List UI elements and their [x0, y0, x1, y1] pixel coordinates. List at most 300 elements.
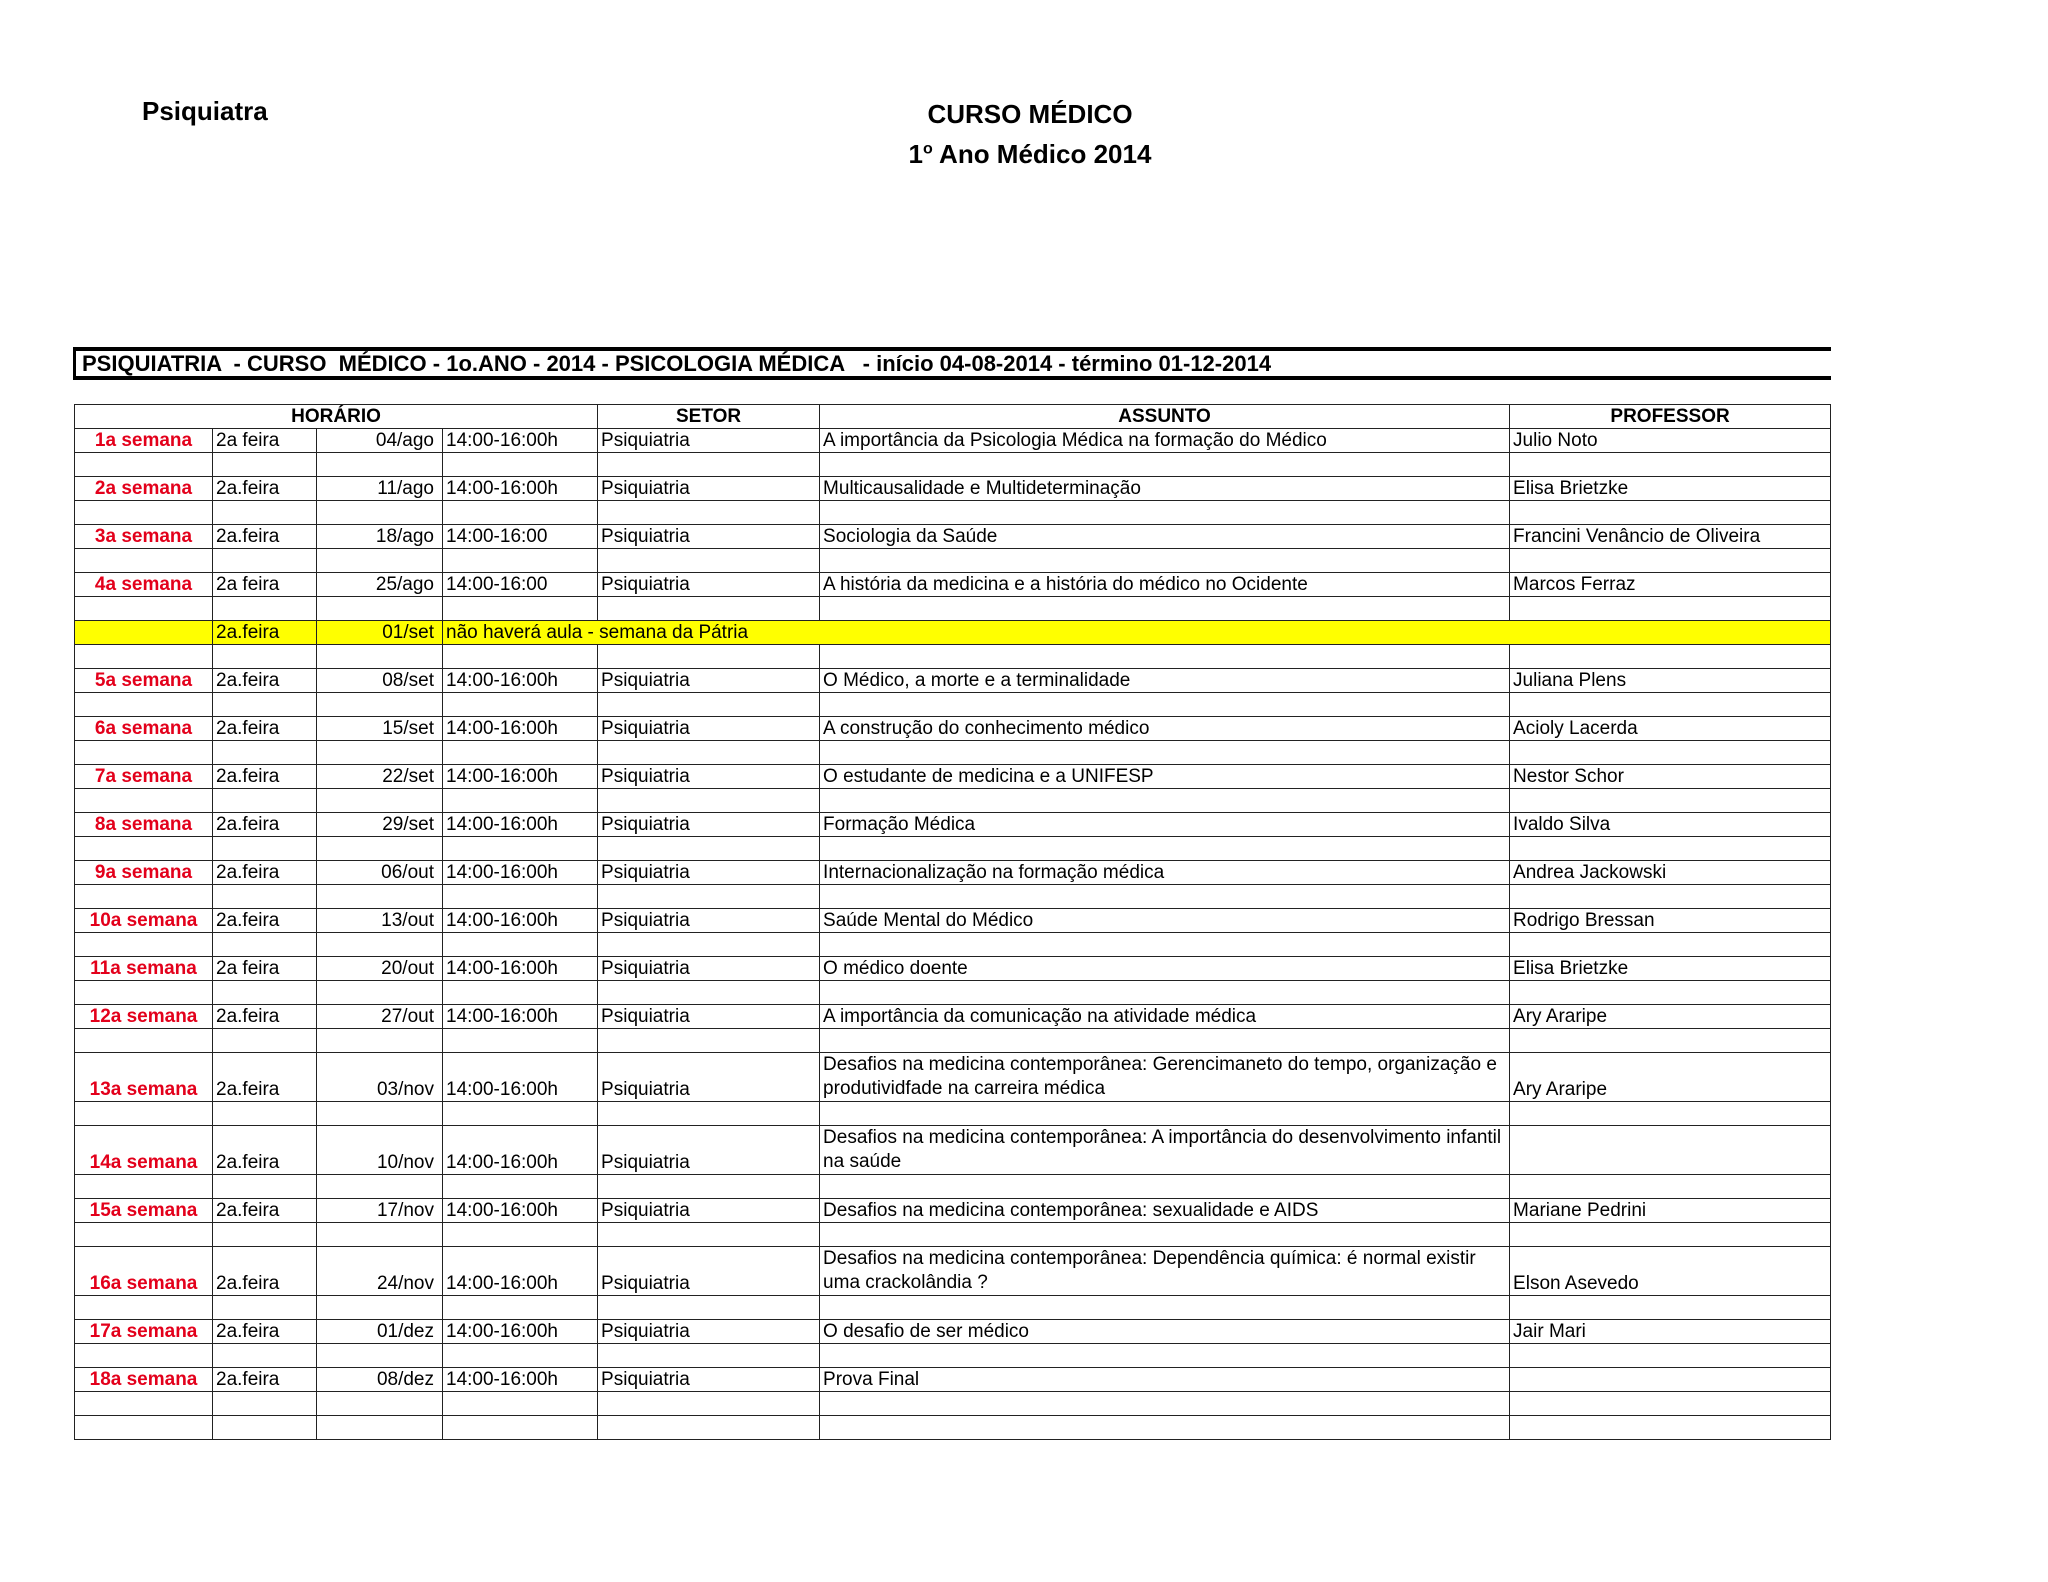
week-cell: 13a semana	[75, 1053, 213, 1102]
empty-cell	[213, 1029, 317, 1053]
table-row	[75, 1247, 1831, 1296]
date-cell: 01/set	[317, 621, 443, 645]
time-cell: 14:00-16:00h	[443, 717, 598, 741]
empty-cell	[75, 837, 213, 861]
empty-cell	[317, 1344, 443, 1368]
empty-cell	[820, 933, 1510, 957]
empty-cell	[1510, 1175, 1831, 1199]
empty-cell	[75, 789, 213, 813]
week-cell: 8a semana	[75, 813, 213, 837]
spacer-row	[75, 885, 1831, 909]
empty-cell	[820, 885, 1510, 909]
schedule-table	[74, 404, 1831, 1440]
empty-cell	[1510, 1416, 1831, 1440]
header-row	[75, 405, 1831, 429]
empty-cell	[213, 885, 317, 909]
time-cell: 14:00-16:00h	[443, 1005, 598, 1029]
empty-cell	[317, 549, 443, 573]
time-cell: 14:00-16:00h	[443, 909, 598, 933]
empty-cell	[598, 1102, 820, 1126]
empty-cell	[1510, 549, 1831, 573]
date-cell: 22/set	[317, 765, 443, 789]
assunto-cell: Desafios na medicina contemporânea: A importância do desenvolvimento infantil na saúde	[820, 1126, 1510, 1175]
empty-cell	[443, 933, 598, 957]
spacer-row	[75, 1344, 1831, 1368]
empty-cell	[213, 1296, 317, 1320]
week-cell: 14a semana	[75, 1126, 213, 1175]
setor-cell: Psiquiatria	[598, 1005, 820, 1029]
empty-cell	[1510, 453, 1831, 477]
assunto-cell: O estudante de medicina e a UNIFESP	[820, 765, 1510, 789]
week-cell: 4a semana	[75, 573, 213, 597]
date-cell: 10/nov	[317, 1126, 443, 1175]
empty-cell	[213, 1175, 317, 1199]
professor-cell	[1510, 1126, 1831, 1175]
header-professor: PROFESSOR	[1510, 405, 1831, 429]
table-row	[75, 909, 1831, 933]
empty-cell	[443, 1223, 598, 1247]
empty-cell	[1510, 1029, 1831, 1053]
professor-cell: Elisa Brietzke	[1510, 477, 1831, 501]
time-cell: 14:00-16:00h	[443, 1053, 598, 1102]
table-row	[75, 573, 1831, 597]
week-cell: 7a semana	[75, 765, 213, 789]
empty-cell	[820, 1392, 1510, 1416]
professor-cell: Ary Araripe	[1510, 1053, 1831, 1102]
empty-cell	[820, 645, 1510, 669]
week-cell	[75, 621, 213, 645]
empty-cell	[75, 933, 213, 957]
empty-cell	[317, 885, 443, 909]
empty-cell	[820, 1175, 1510, 1199]
assunto-cell: Prova Final	[820, 1368, 1510, 1392]
assunto-cell: Desafios na medicina contemporânea: Dependência química: é normal existir uma crackolândia ?	[820, 1247, 1510, 1296]
empty-cell	[317, 453, 443, 477]
spacer-row	[75, 693, 1831, 717]
table-row	[75, 1005, 1831, 1029]
professor-cell: Elson Asevedo	[1510, 1247, 1831, 1296]
empty-cell	[598, 693, 820, 717]
assunto-cell: O Médico, a morte e a terminalidade	[820, 669, 1510, 693]
empty-cell	[213, 837, 317, 861]
empty-cell	[1510, 885, 1831, 909]
notice-cell: não haverá aula - semana da Pátria	[443, 621, 1831, 645]
empty-cell	[820, 1223, 1510, 1247]
empty-cell	[598, 1296, 820, 1320]
professor-cell: Francini Venâncio de Oliveira	[1510, 525, 1831, 549]
empty-cell	[598, 885, 820, 909]
day-cell: 2a feira	[213, 429, 317, 453]
setor-cell: Psiquiatria	[598, 957, 820, 981]
empty-cell	[1510, 789, 1831, 813]
empty-cell	[213, 645, 317, 669]
professor-cell: Acioly Lacerda	[1510, 717, 1831, 741]
assunto-cell: Desafios na medicina contemporânea: sexualidade e AIDS	[820, 1199, 1510, 1223]
day-cell: 2a.feira	[213, 813, 317, 837]
empty-cell	[75, 1296, 213, 1320]
empty-cell	[1510, 597, 1831, 621]
empty-cell	[213, 1344, 317, 1368]
empty-cell	[317, 981, 443, 1005]
date-cell: 17/nov	[317, 1199, 443, 1223]
header-setor: SETOR	[598, 405, 820, 429]
empty-cell	[75, 1102, 213, 1126]
setor-cell: Psiquiatria	[598, 1368, 820, 1392]
table-row	[75, 813, 1831, 837]
table-row	[75, 1126, 1831, 1175]
professor-cell: Andrea Jackowski	[1510, 861, 1831, 885]
empty-cell	[213, 453, 317, 477]
table-row	[75, 621, 1831, 645]
empty-cell	[213, 693, 317, 717]
assunto-cell: A importância da comunicação na atividade médica	[820, 1005, 1510, 1029]
header-horario: HORÁRIO	[75, 405, 598, 429]
empty-cell	[1510, 1344, 1831, 1368]
date-cell: 18/ago	[317, 525, 443, 549]
setor-cell: Psiquiatria	[598, 1247, 820, 1296]
spacer-row	[75, 1223, 1831, 1247]
empty-cell	[820, 741, 1510, 765]
empty-cell	[598, 1029, 820, 1053]
table-row	[75, 957, 1831, 981]
professor-cell: Juliana Plens	[1510, 669, 1831, 693]
empty-cell	[213, 1102, 317, 1126]
empty-cell	[443, 1344, 598, 1368]
week-cell: 2a semana	[75, 477, 213, 501]
week-cell: 3a semana	[75, 525, 213, 549]
subtitle-number: 1	[908, 139, 923, 169]
table-row	[75, 429, 1831, 453]
assunto-cell: A importância da Psicologia Médica na formação do Médico	[820, 429, 1510, 453]
setor-cell: Psiquiatria	[598, 1126, 820, 1175]
spacer-row	[75, 1392, 1831, 1416]
empty-cell	[213, 981, 317, 1005]
setor-cell: Psiquiatria	[598, 765, 820, 789]
empty-cell	[317, 789, 443, 813]
date-cell: 01/dez	[317, 1320, 443, 1344]
empty-cell	[75, 501, 213, 525]
day-cell: 2a.feira	[213, 1053, 317, 1102]
time-cell: 14:00-16:00h	[443, 765, 598, 789]
table-row	[75, 717, 1831, 741]
time-cell: 14:00-16:00h	[443, 477, 598, 501]
empty-cell	[598, 1223, 820, 1247]
setor-cell: Psiquiatria	[598, 717, 820, 741]
date-cell: 15/set	[317, 717, 443, 741]
empty-cell	[443, 885, 598, 909]
setor-cell: Psiquiatria	[598, 669, 820, 693]
empty-cell	[75, 1029, 213, 1053]
empty-cell	[317, 933, 443, 957]
empty-cell	[443, 1416, 598, 1440]
table-row	[75, 1053, 1831, 1102]
empty-cell	[317, 693, 443, 717]
time-cell: 14:00-16:00h	[443, 1126, 598, 1175]
assunto-cell: Desafios na medicina contemporânea: Gerencimaneto do tempo, organização e produtividfade na carreira médica	[820, 1053, 1510, 1102]
empty-cell	[820, 1029, 1510, 1053]
week-cell: 1a semana	[75, 429, 213, 453]
empty-cell	[820, 1416, 1510, 1440]
empty-cell	[820, 693, 1510, 717]
empty-cell	[1510, 981, 1831, 1005]
empty-cell	[75, 741, 213, 765]
day-cell: 2a.feira	[213, 1126, 317, 1175]
professor-cell: Jair Mari	[1510, 1320, 1831, 1344]
week-cell: 12a semana	[75, 1005, 213, 1029]
empty-cell	[820, 1296, 1510, 1320]
spacer-row	[75, 837, 1831, 861]
empty-cell	[317, 645, 443, 669]
empty-cell	[443, 741, 598, 765]
setor-cell: Psiquiatria	[598, 1199, 820, 1223]
empty-cell	[317, 597, 443, 621]
page-subtitle	[820, 134, 1240, 174]
day-cell: 2a.feira	[213, 669, 317, 693]
empty-cell	[1510, 645, 1831, 669]
assunto-cell: Multicausalidade e Multideterminação	[820, 477, 1510, 501]
professor-cell: Julio Noto	[1510, 429, 1831, 453]
empty-cell	[820, 981, 1510, 1005]
empty-cell	[598, 1175, 820, 1199]
date-cell: 25/ago	[317, 573, 443, 597]
time-cell: 14:00-16:00h	[443, 1199, 598, 1223]
empty-cell	[820, 501, 1510, 525]
time-cell: 14:00-16:00h	[443, 429, 598, 453]
day-cell: 2a.feira	[213, 765, 317, 789]
table-row	[75, 669, 1831, 693]
empty-cell	[443, 501, 598, 525]
empty-cell	[443, 597, 598, 621]
table-row	[75, 765, 1831, 789]
subtitle-superscript: o	[923, 140, 933, 158]
empty-cell	[1510, 837, 1831, 861]
empty-cell	[317, 1223, 443, 1247]
spacer-row	[75, 1029, 1831, 1053]
professor-cell: Elisa Brietzke	[1510, 957, 1831, 981]
week-cell: 5a semana	[75, 669, 213, 693]
table-row	[75, 477, 1831, 501]
professor-cell: Rodrigo Bressan	[1510, 909, 1831, 933]
empty-cell	[213, 1223, 317, 1247]
empty-cell	[598, 501, 820, 525]
date-cell: 20/out	[317, 957, 443, 981]
empty-cell	[75, 645, 213, 669]
empty-cell	[213, 1392, 317, 1416]
setor-cell: Psiquiatria	[598, 813, 820, 837]
professor-cell	[1510, 1368, 1831, 1392]
professor-cell: Ary Araripe	[1510, 1005, 1831, 1029]
spacer-row	[75, 789, 1831, 813]
page-label: Psiquiatra	[142, 96, 268, 126]
time-cell: 14:00-16:00h	[443, 669, 598, 693]
empty-cell	[317, 1029, 443, 1053]
empty-cell	[598, 789, 820, 813]
empty-cell	[1510, 501, 1831, 525]
empty-cell	[598, 1416, 820, 1440]
page-title: CURSO MÉDICO	[927, 99, 1133, 129]
empty-cell	[213, 1416, 317, 1440]
date-cell: 06/out	[317, 861, 443, 885]
date-cell: 11/ago	[317, 477, 443, 501]
empty-cell	[598, 597, 820, 621]
empty-cell	[317, 1102, 443, 1126]
day-cell: 2a.feira	[213, 1199, 317, 1223]
assunto-cell: Internacionalização na formação médica	[820, 861, 1510, 885]
empty-cell	[75, 1223, 213, 1247]
spacer-row	[75, 1102, 1831, 1126]
day-cell: 2a.feira	[213, 1368, 317, 1392]
week-cell: 15a semana	[75, 1199, 213, 1223]
week-cell: 11a semana	[75, 957, 213, 981]
date-cell: 24/nov	[317, 1247, 443, 1296]
empty-cell	[443, 789, 598, 813]
setor-cell: Psiquiatria	[598, 477, 820, 501]
header-assunto: ASSUNTO	[820, 405, 1510, 429]
empty-cell	[213, 789, 317, 813]
empty-cell	[1510, 1392, 1831, 1416]
time-cell: 14:00-16:00h	[443, 1320, 598, 1344]
empty-cell	[317, 501, 443, 525]
schedule-body	[75, 429, 1831, 1440]
empty-cell	[598, 1392, 820, 1416]
empty-cell	[317, 1296, 443, 1320]
setor-cell: Psiquiatria	[598, 429, 820, 453]
table-row	[75, 525, 1831, 549]
empty-cell	[443, 1392, 598, 1416]
empty-cell	[443, 1029, 598, 1053]
empty-cell	[1510, 741, 1831, 765]
empty-cell	[75, 1416, 213, 1440]
empty-cell	[213, 549, 317, 573]
empty-cell	[75, 885, 213, 909]
assunto-cell: A construção do conhecimento médico	[820, 717, 1510, 741]
empty-cell	[75, 1392, 213, 1416]
empty-cell	[1510, 693, 1831, 717]
setor-cell: Psiquiatria	[598, 909, 820, 933]
week-cell: 18a semana	[75, 1368, 213, 1392]
empty-cell	[820, 789, 1510, 813]
subtitle-text: Ano Médico 2014	[939, 139, 1152, 169]
spacer-row	[75, 597, 1831, 621]
empty-cell	[75, 1175, 213, 1199]
empty-cell	[598, 453, 820, 477]
assunto-cell: O médico doente	[820, 957, 1510, 981]
course-banner: PSIQUIATRIA - CURSO MÉDICO - 1o.ANO - 2014 - PSICOLOGIA MÉDICA - início 04-08-2014 - término 01-12-2014	[73, 347, 1831, 380]
empty-cell	[75, 1344, 213, 1368]
week-cell: 16a semana	[75, 1247, 213, 1296]
day-cell: 2a.feira	[213, 909, 317, 933]
empty-cell	[213, 933, 317, 957]
empty-cell	[1510, 1223, 1831, 1247]
empty-cell	[820, 1344, 1510, 1368]
empty-cell	[820, 453, 1510, 477]
week-cell: 6a semana	[75, 717, 213, 741]
empty-cell	[75, 453, 213, 477]
time-cell: 14:00-16:00h	[443, 957, 598, 981]
empty-cell	[213, 741, 317, 765]
empty-cell	[598, 1344, 820, 1368]
empty-cell	[598, 645, 820, 669]
day-cell: 2a.feira	[213, 1005, 317, 1029]
empty-cell	[820, 837, 1510, 861]
empty-cell	[1510, 1102, 1831, 1126]
date-cell: 13/out	[317, 909, 443, 933]
date-cell: 27/out	[317, 1005, 443, 1029]
empty-cell	[598, 549, 820, 573]
setor-cell: Psiquiatria	[598, 525, 820, 549]
empty-cell	[213, 501, 317, 525]
empty-cell	[317, 837, 443, 861]
empty-cell	[317, 741, 443, 765]
date-cell: 29/set	[317, 813, 443, 837]
setor-cell: Psiquiatria	[598, 1320, 820, 1344]
assunto-cell: Formação Médica	[820, 813, 1510, 837]
date-cell: 04/ago	[317, 429, 443, 453]
empty-cell	[443, 453, 598, 477]
time-cell: 14:00-16:00h	[443, 1368, 598, 1392]
date-cell: 08/dez	[317, 1368, 443, 1392]
day-cell: 2a.feira	[213, 525, 317, 549]
assunto-cell: Saúde Mental do Médico	[820, 909, 1510, 933]
assunto-cell: Sociologia da Saúde	[820, 525, 1510, 549]
spacer-row	[75, 453, 1831, 477]
empty-cell	[75, 981, 213, 1005]
assunto-cell: A história da medicina e a história do médico no Ocidente	[820, 573, 1510, 597]
empty-cell	[598, 837, 820, 861]
professor-cell: Marcos Ferraz	[1510, 573, 1831, 597]
date-cell: 08/set	[317, 669, 443, 693]
day-cell: 2a.feira	[213, 1320, 317, 1344]
time-cell: 14:00-16:00h	[443, 813, 598, 837]
week-cell: 10a semana	[75, 909, 213, 933]
spacer-row	[75, 1296, 1831, 1320]
empty-cell	[213, 597, 317, 621]
empty-cell	[820, 1102, 1510, 1126]
time-cell: 14:00-16:00h	[443, 1247, 598, 1296]
setor-cell: Psiquiatria	[598, 1053, 820, 1102]
empty-cell	[317, 1175, 443, 1199]
spacer-row	[75, 1175, 1831, 1199]
empty-cell	[443, 1296, 598, 1320]
week-cell: 17a semana	[75, 1320, 213, 1344]
spacer-row	[75, 645, 1831, 669]
week-cell: 9a semana	[75, 861, 213, 885]
professor-cell: Mariane Pedrini	[1510, 1199, 1831, 1223]
empty-cell	[317, 1416, 443, 1440]
empty-cell	[820, 597, 1510, 621]
empty-cell	[75, 693, 213, 717]
empty-cell	[598, 981, 820, 1005]
day-cell: 2a feira	[213, 957, 317, 981]
time-cell: 14:00-16:00	[443, 525, 598, 549]
table-row	[75, 1199, 1831, 1223]
time-cell: 14:00-16:00	[443, 573, 598, 597]
empty-cell	[75, 597, 213, 621]
spacer-row	[75, 933, 1831, 957]
assunto-cell: O desafio de ser médico	[820, 1320, 1510, 1344]
empty-cell	[1510, 933, 1831, 957]
empty-cell	[443, 1102, 598, 1126]
empty-cell	[317, 1392, 443, 1416]
day-cell: 2a.feira	[213, 621, 317, 645]
empty-cell	[75, 549, 213, 573]
empty-cell	[598, 741, 820, 765]
professor-cell: Ivaldo Silva	[1510, 813, 1831, 837]
empty-cell	[443, 837, 598, 861]
spacer-row	[75, 741, 1831, 765]
day-cell: 2a.feira	[213, 861, 317, 885]
day-cell: 2a.feira	[213, 717, 317, 741]
